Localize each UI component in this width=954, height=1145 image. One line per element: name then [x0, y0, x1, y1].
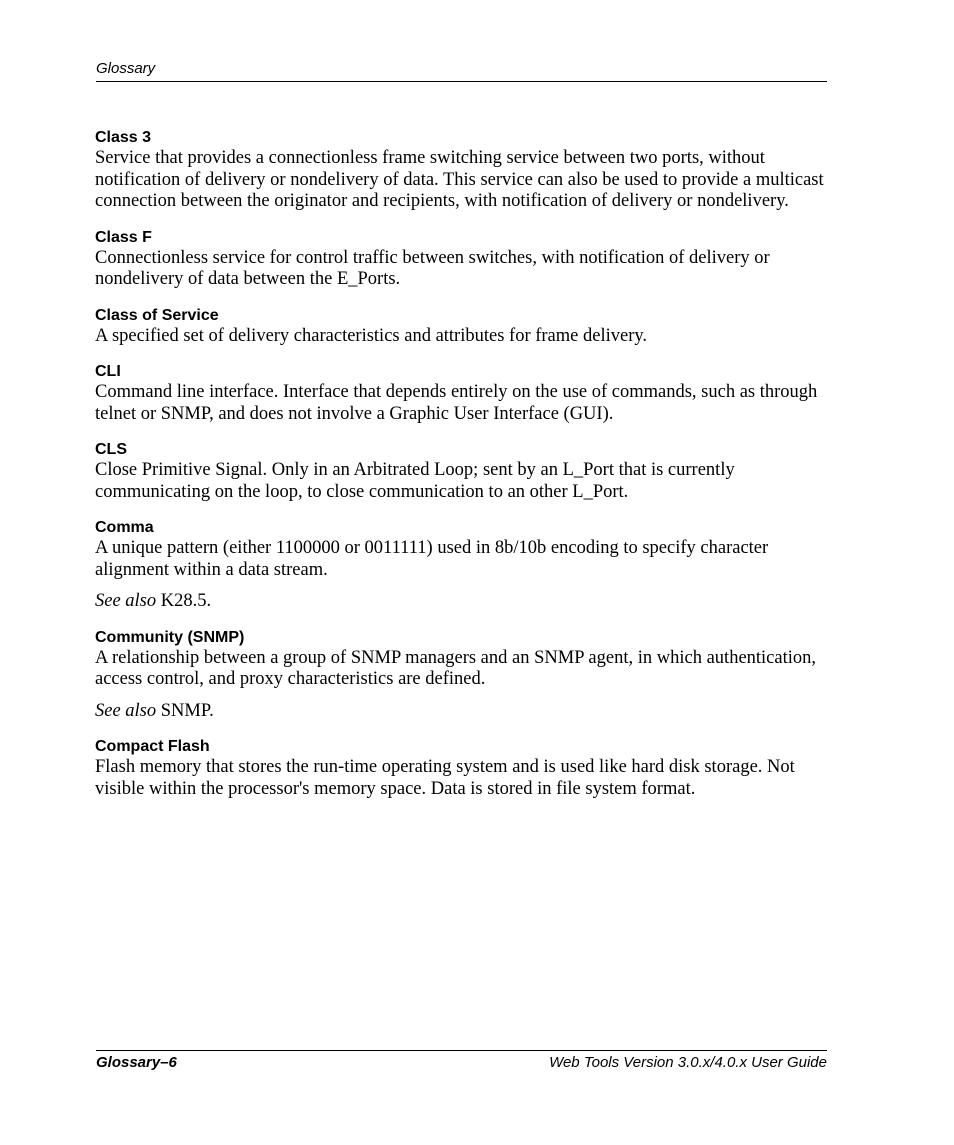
glossary-entry	[95, 440, 835, 503]
running-header	[96, 60, 827, 82]
see-also-target: SNMP.	[160, 700, 214, 721]
glossary-term: Class F	[95, 228, 152, 246]
glossary-definition: A unique pattern (either 1100000 or 0011111) used in 8b/10b encoding to specify character alignment within a data stream.	[95, 538, 769, 580]
glossary-definition: Connectionless service for control traffic between switches, with notification of delivery or nondelivery of data between the E_Ports.	[95, 247, 770, 289]
glossary-entry	[95, 362, 835, 425]
glossary-term: Community (SNMP)	[95, 628, 245, 646]
glossary-entry	[95, 306, 835, 348]
glossary-definition: Command line interface. Interface that depends entirely on the use of commands, such as through telnet or SNMP, and does not involve a Graphic User Interface (GUI).	[95, 382, 818, 424]
glossary-definition: Flash memory that stores the run-time operating system and is used like hard disk storage. Not visible within the processor's memory space. Data is stored in file system format.	[95, 757, 795, 799]
running-footer	[96, 1050, 827, 1072]
glossary-definition: A relationship between a group of SNMP managers and an SNMP agent, in which authentication, access control, and proxy characteristics are defined.	[95, 647, 817, 689]
document-title: Web Tools Version 3.0.x/4.0.x User Guide	[549, 1054, 827, 1071]
glossary-entry	[95, 628, 835, 723]
glossary-definition: A specified set of delivery characteristics and attributes for frame delivery.	[95, 325, 648, 346]
glossary-term: CLI	[95, 363, 121, 380]
glossary-entry	[95, 228, 835, 291]
glossary-term: Class of Service	[95, 306, 219, 324]
glossary-definition: Service that provides a connectionless frame switching service between two ports, without notification of delivery or nondelivery of data. This service can also be used to provide a multicast connection between the originator and recipients, with notification of delivery or nondelivery.	[95, 148, 824, 211]
glossary-term: Comma	[95, 519, 154, 536]
glossary-term: CLS	[95, 441, 127, 458]
see-also-label: See also	[95, 700, 157, 721]
glossary-entry	[95, 518, 835, 613]
glossary-term: Class 3	[95, 129, 152, 146]
see-also	[95, 701, 835, 723]
glossary-content	[95, 128, 835, 815]
glossary-entry	[95, 737, 835, 800]
glossary-entry	[95, 128, 835, 213]
see-also-target: K28.5.	[160, 591, 212, 611]
page-number: Glossary–6	[96, 1054, 177, 1071]
see-also-label: See also	[95, 591, 157, 611]
see-also	[95, 591, 835, 613]
glossary-definition: Close Primitive Signal. Only in an Arbitrated Loop; sent by an L_Port that is currently communicating on the loop, to close communication to an other L_Port.	[95, 460, 735, 502]
glossary-term: Compact Flash	[95, 738, 210, 755]
header-title: Glossary	[96, 60, 156, 77]
